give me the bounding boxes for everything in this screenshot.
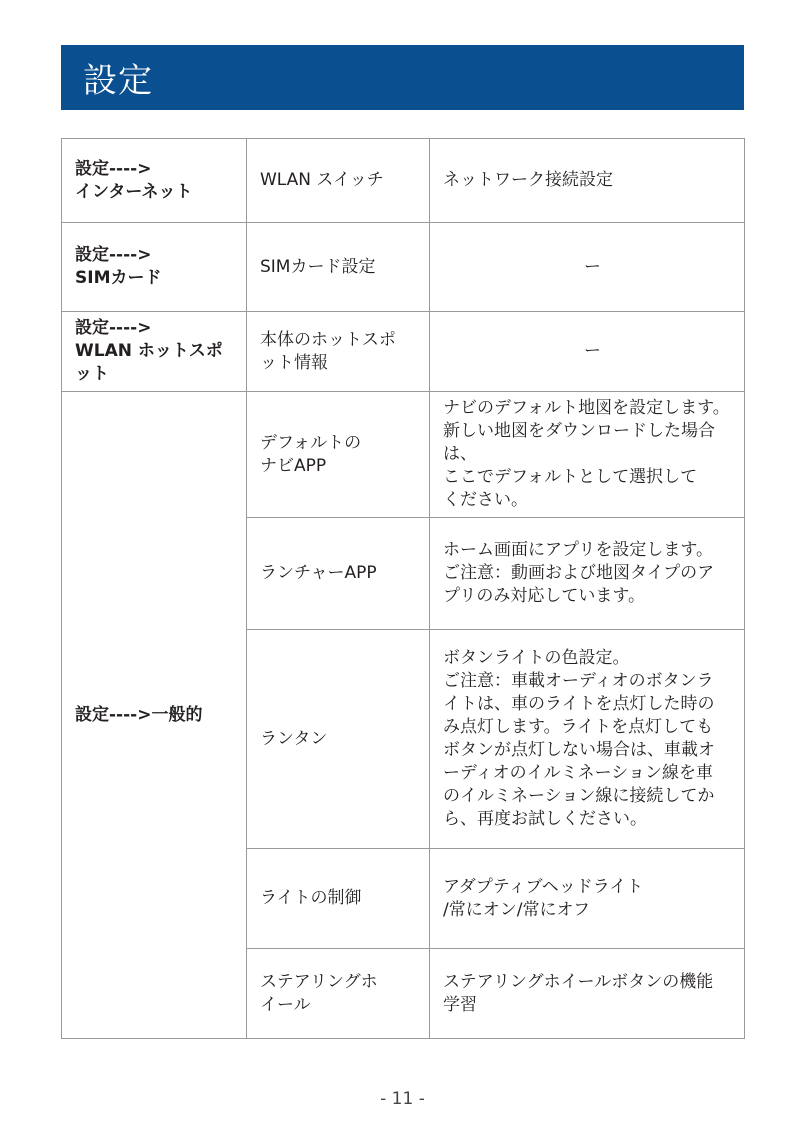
feature-cell: ライトの制御	[247, 849, 430, 949]
feature-cell: 本体のホットスポ ット情報	[247, 312, 430, 392]
page-title: 設定	[83, 61, 153, 101]
feature-cell: デフォルトの ナビAPP	[247, 392, 430, 518]
page-number: - 11 -	[380, 1089, 425, 1109]
description-cell: ー	[430, 312, 745, 392]
category-cell	[62, 223, 247, 312]
description-cell: ホーム画面にアプリを設定します。 ご注意：動画および地図タイプのア プリのみ対応しています。	[430, 518, 745, 630]
category-cell: 設定---->一般的	[62, 392, 247, 1039]
category-line: ット	[75, 364, 109, 384]
category-line: SIMカード	[75, 268, 162, 288]
category-line: 設定---->	[75, 245, 152, 265]
section-header	[61, 45, 744, 110]
table-row	[62, 312, 745, 392]
feature-cell: ランチャーAPP	[247, 518, 430, 630]
category-cell	[62, 312, 247, 392]
feature-cell: SIMカード設定	[247, 223, 430, 312]
description-cell: ボタンライトの色設定。 ご注意：車載オーディオのボタンラ イトは、車のライトを点灯した時の み点灯します。ライトを点灯しても ボタンが点灯しない場合は、車載オ ーディオのイルミネーション線を車 のイルミネーション線に接続してか ら、再度お試しください。	[430, 630, 745, 849]
description-cell: ー	[430, 223, 745, 312]
table-row	[62, 223, 745, 312]
settings-table	[61, 138, 745, 1039]
category-line: WLAN ホットスポ	[75, 341, 223, 361]
category-line: 設定---->	[75, 158, 152, 179]
description-cell: ネットワーク接続設定	[430, 139, 745, 223]
table-row	[62, 392, 745, 518]
category-cell	[62, 139, 247, 223]
description-cell: ステアリングホイールボタンの機能 学習	[430, 949, 745, 1039]
description-cell: アダプティブヘッドライト /常にオン/常にオフ	[430, 849, 745, 949]
category-line: インターネット	[75, 181, 193, 202]
table-row	[62, 139, 745, 223]
feature-cell: ステアリングホ イール	[247, 949, 430, 1039]
feature-cell: WLAN スイッチ	[247, 139, 430, 223]
category-line: 設定---->	[75, 318, 152, 338]
description-cell: ナビのデフォルト地図を設定します。 新しい地図をダウンロードした場合は、 ここでデフォルトとして選択して ください。	[430, 392, 745, 518]
feature-cell: ランタン	[247, 630, 430, 849]
